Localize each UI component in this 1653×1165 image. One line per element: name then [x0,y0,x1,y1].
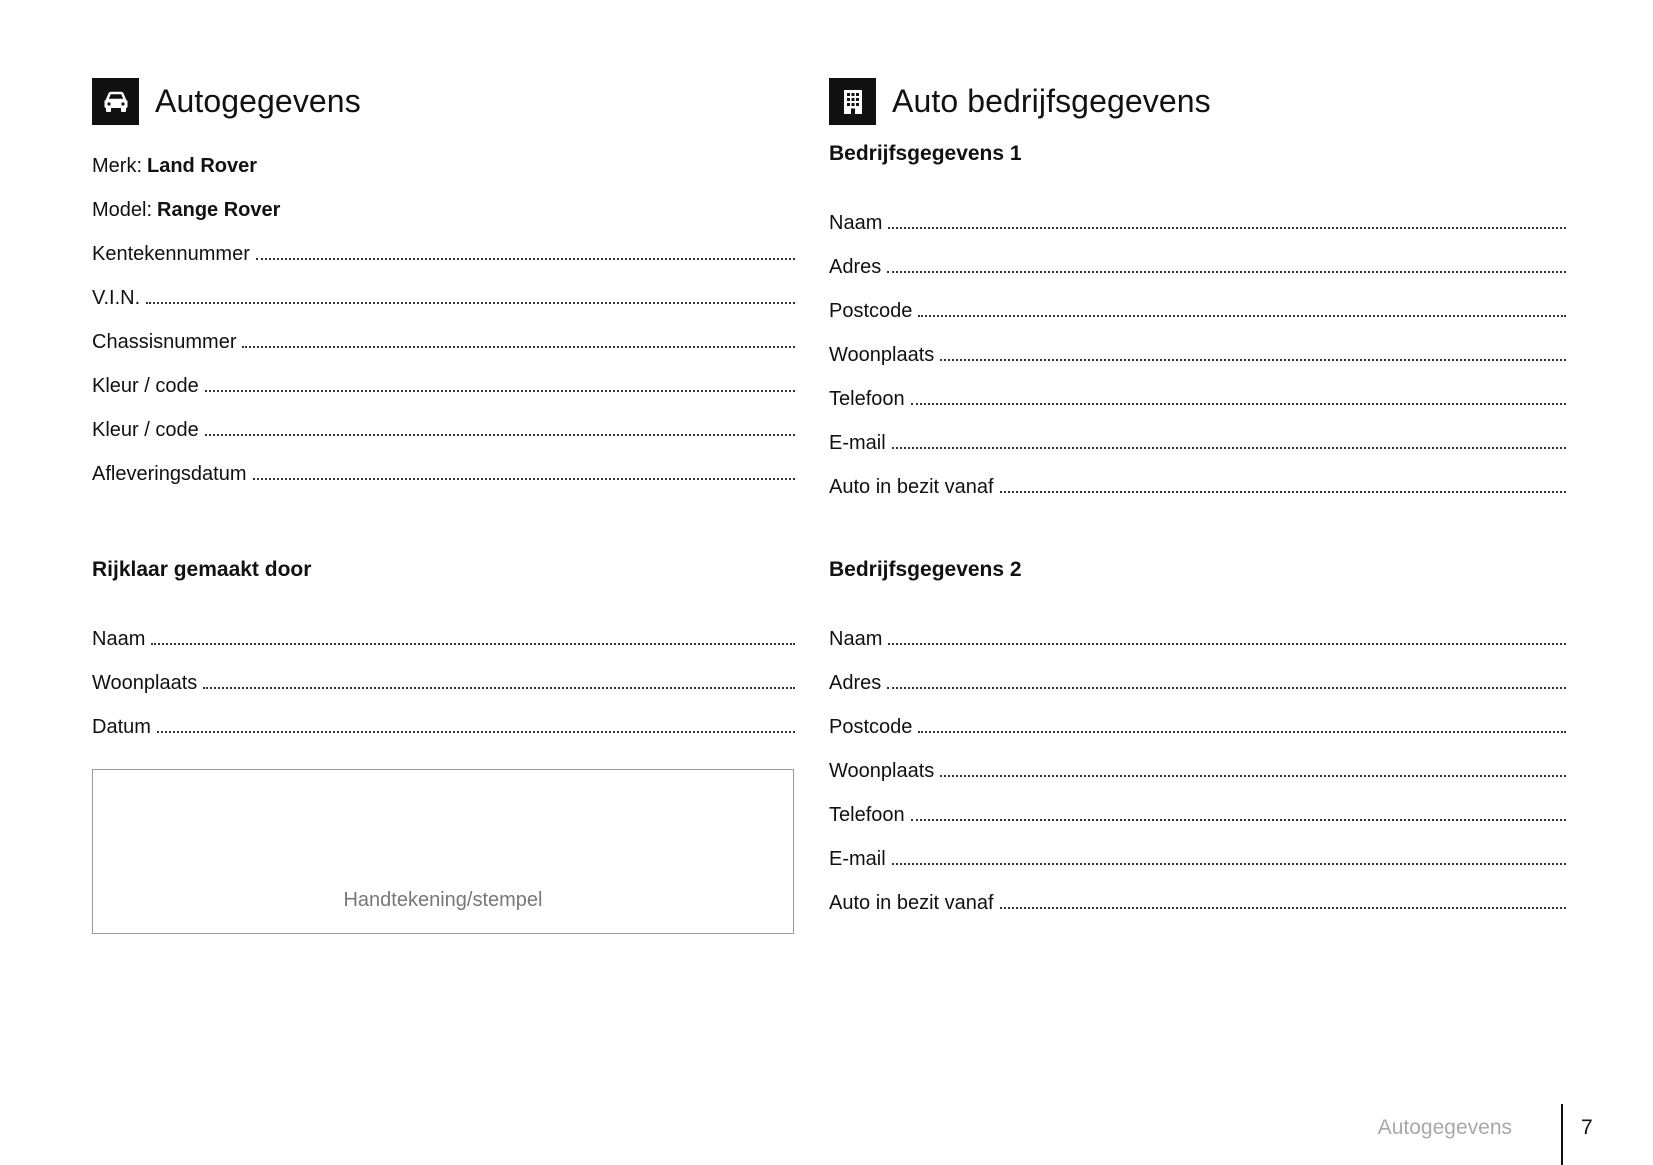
fill-in-line[interactable] [911,819,1566,821]
page-title: Autogegevens [155,83,361,119]
fill-in-line[interactable] [940,775,1566,777]
field-model: Model: Range Rover [92,199,281,221]
fill-in-line[interactable] [888,643,1566,645]
brand-value: Land Rover [147,155,258,177]
fill-in-line[interactable] [256,258,795,260]
field-company2-owned-since: Auto in bezit vanaf [829,885,1566,915]
fill-in-line[interactable] [1000,491,1566,493]
field-company2-address: Adres [829,665,1566,695]
model-value: Range Rover [157,199,281,221]
footer-section-name: Autogegevens [1377,1116,1512,1139]
field-prepared-date: Datum [92,709,795,739]
field-company1-owned-since: Auto in bezit vanaf [829,469,1566,499]
fill-in-line[interactable] [146,302,795,304]
field-company1-city: Woonplaats [829,337,1566,367]
fill-in-line[interactable] [911,403,1566,405]
building-icon [829,78,876,125]
fill-in-line[interactable] [1000,907,1566,909]
fill-in-line[interactable] [205,434,795,436]
fill-in-line[interactable] [918,731,1566,733]
fill-in-line[interactable] [887,271,1566,273]
footer-divider [1561,1104,1563,1165]
fill-in-line[interactable] [203,687,795,689]
page-number: 7 [1581,1116,1593,1139]
fill-in-line[interactable] [888,227,1566,229]
fill-in-line[interactable] [940,359,1566,361]
prepared-by-heading: Rijklaar gemaakt door [92,558,312,581]
field-color-code-2: Kleur / code [92,412,795,442]
field-company2-name: Naam [829,621,1566,651]
signature-label: Handtekening/stempel [343,889,543,911]
company-details-column [829,78,1566,914]
field-license-plate: Kentekennummer [92,236,795,266]
section-title: Auto bedrijfsgegevens [892,83,1211,119]
car-details-heading [92,78,795,125]
fill-in-line[interactable] [151,643,795,645]
field-prepared-name: Naam [92,621,795,651]
field-company1-postcode: Postcode [829,293,1566,323]
car-icon [92,78,139,125]
company2-heading: Bedrijfsgegevens 2 [829,558,1022,581]
fill-in-line[interactable] [157,731,795,733]
field-delivery-date: Afleveringsdatum [92,456,795,486]
fill-in-line[interactable] [253,478,795,480]
field-company2-email: E-mail [829,841,1566,871]
field-prepared-city: Woonplaats [92,665,795,695]
fill-in-line[interactable] [892,447,1566,449]
signature-box[interactable] [92,769,794,934]
field-vin: V.I.N. [92,280,795,310]
field-company1-address: Adres [829,249,1566,279]
fill-in-line[interactable] [887,687,1566,689]
field-color-code: Kleur / code [92,368,795,398]
fill-in-line[interactable] [242,346,795,348]
fill-in-line[interactable] [918,315,1566,317]
field-company2-city: Woonplaats [829,753,1566,783]
field-company2-phone: Telefoon [829,797,1566,827]
field-chassis-number: Chassisnummer [92,324,795,354]
field-brand: Merk: Land Rover [92,155,258,177]
car-details-column [92,78,795,911]
fill-in-line[interactable] [892,863,1566,865]
field-company1-name: Naam [829,205,1566,235]
field-company1-email: E-mail [829,425,1566,455]
company-details-heading [829,78,1566,125]
field-company1-phone: Telefoon [829,381,1566,411]
fill-in-line[interactable] [205,390,795,392]
field-company2-postcode: Postcode [829,709,1566,739]
company1-heading: Bedrijfsgegevens 1 [829,142,1022,165]
